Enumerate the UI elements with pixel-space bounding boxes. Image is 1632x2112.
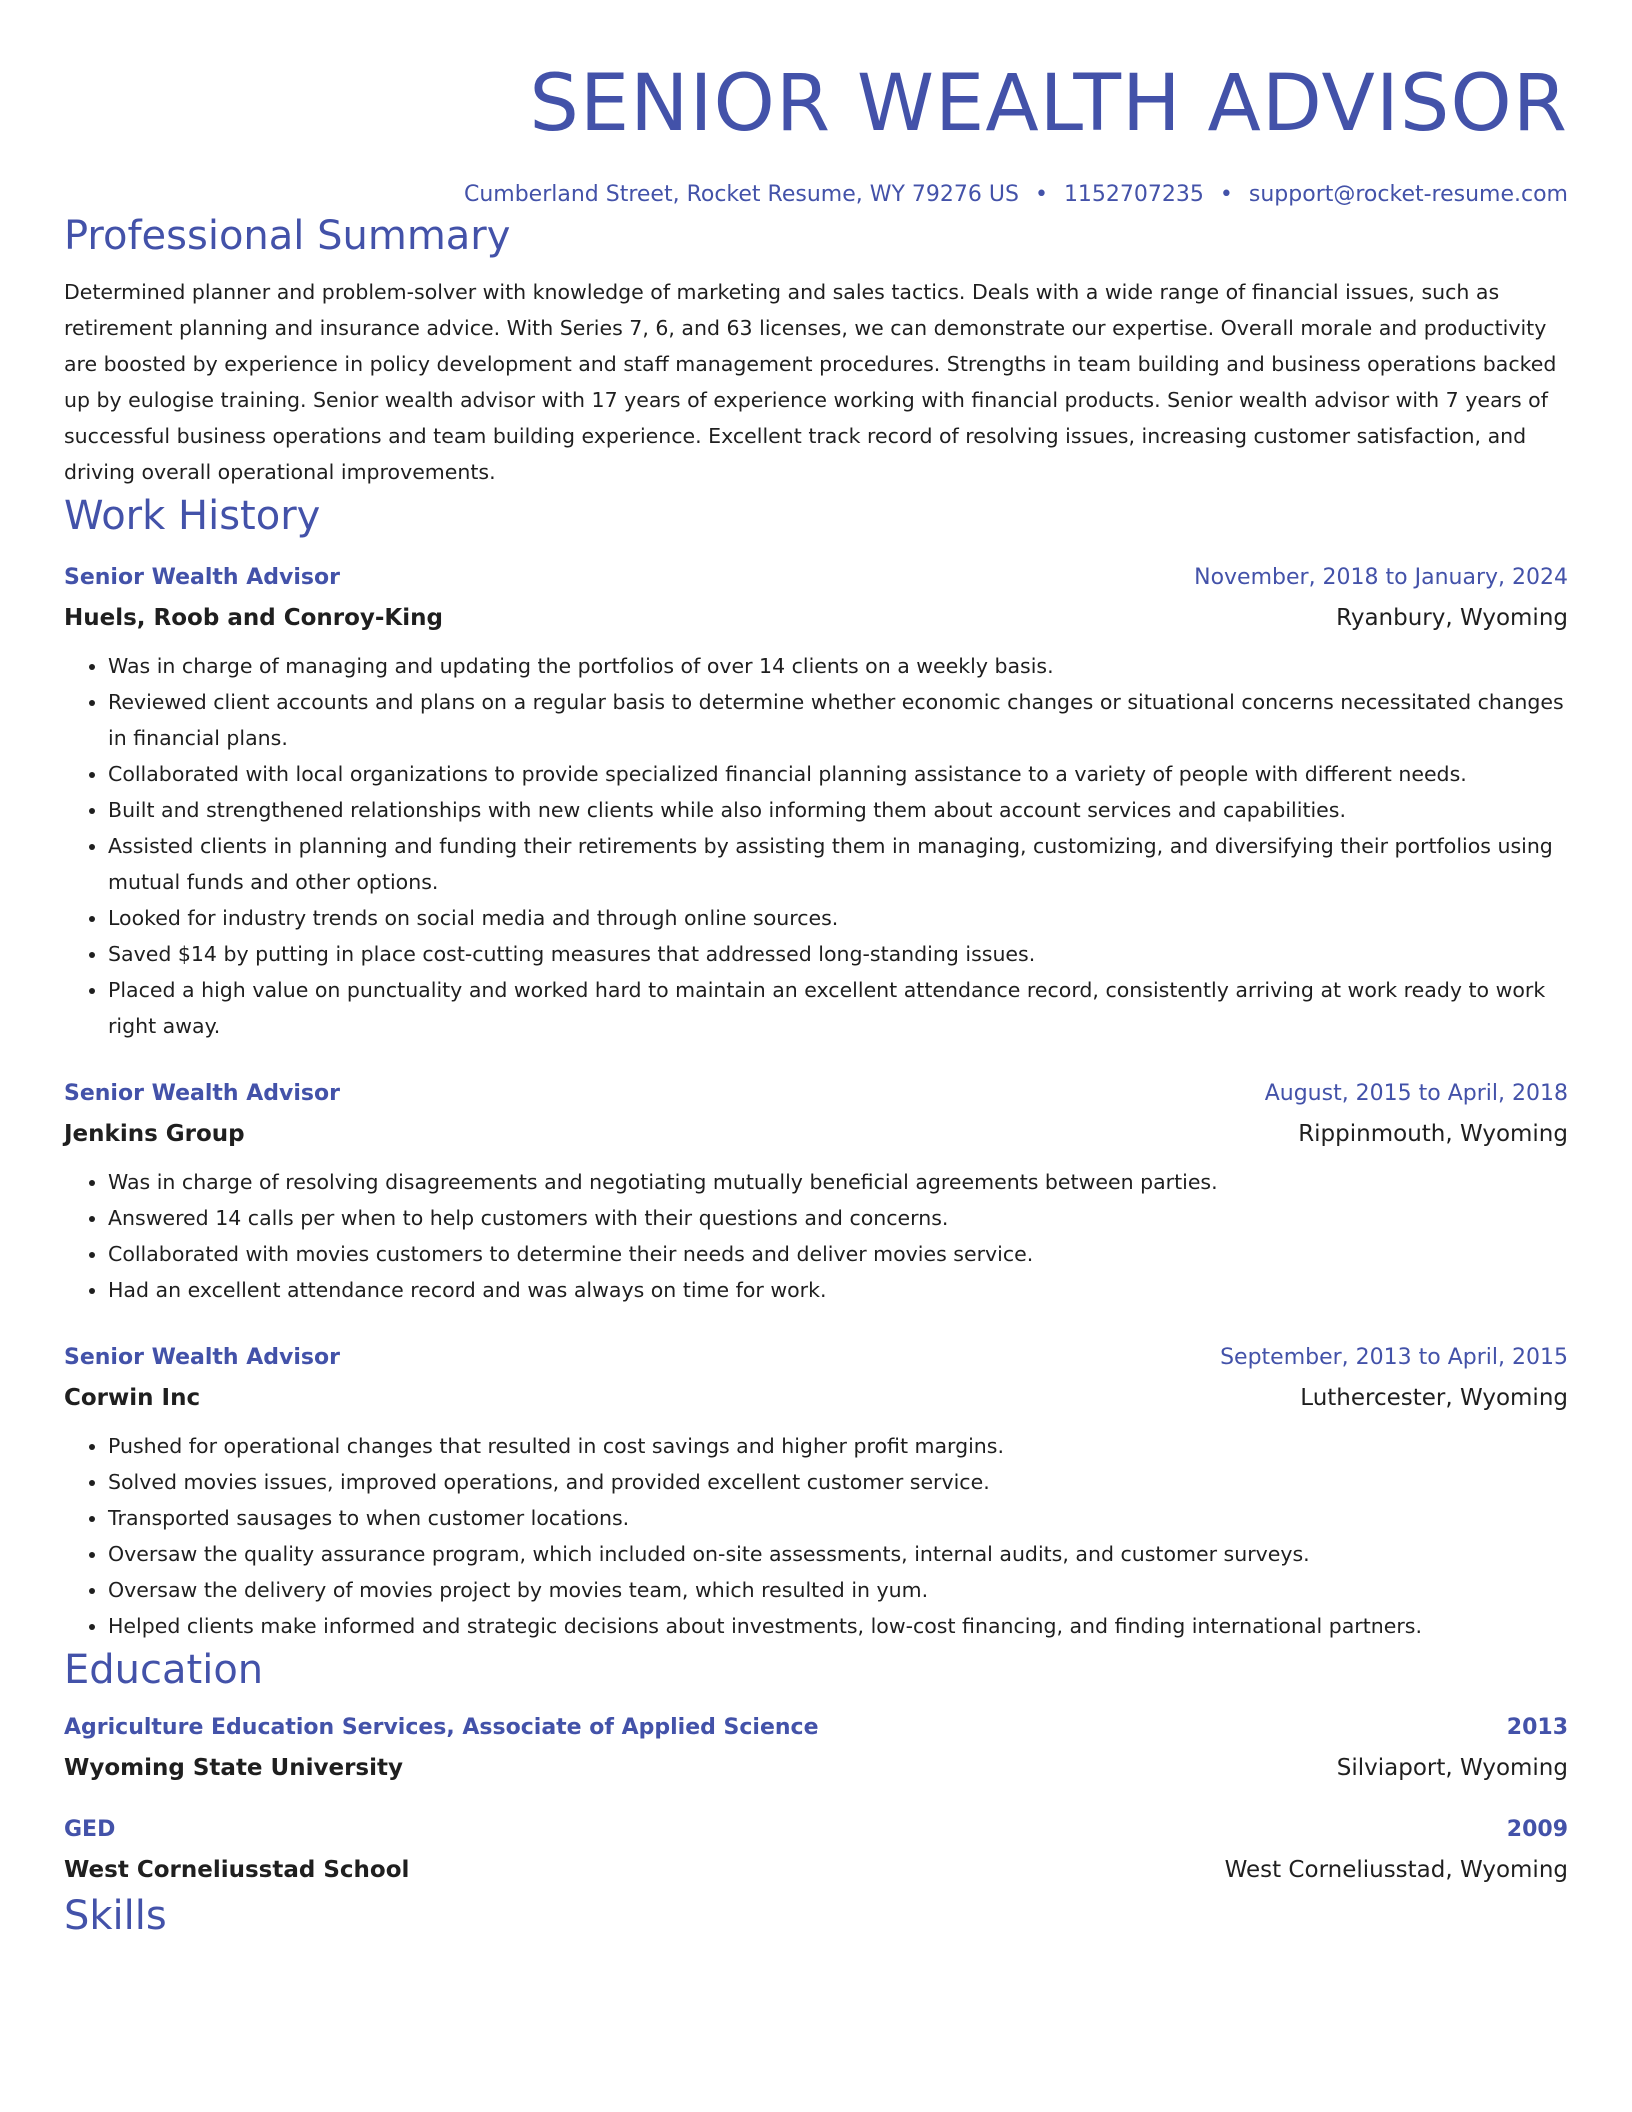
education-heading: Education: [64, 1647, 264, 1693]
job-bullets: [64, 1164, 1568, 1308]
bullet-item: • Built and strengthened relationships with new clients while also informing them about account services and capabilities.: [108, 792, 1568, 828]
school-name: Wyoming State University: [64, 1755, 403, 1781]
resume-title: SENIOR WEALTH ADVISOR: [529, 59, 1568, 149]
job-dates: November, 2018 to January, 2024: [1194, 565, 1568, 590]
job-title: Senior Wealth Advisor: [64, 1345, 340, 1370]
education-entry: [64, 1708, 1568, 1788]
bullet-item: • Collaborated with movies customers to determine their needs and deliver movies service.: [108, 1236, 1568, 1272]
school-location: West Corneliusstad, Wyoming: [1224, 1857, 1568, 1883]
job-entry: [64, 1338, 1568, 1644]
bullet-item: • Was in charge of resolving disagreements and negotiating mutually beneficial agreements between parties.: [108, 1164, 1568, 1200]
bullet-item: • Solved movies issues, improved operations, and provided excellent customer service.: [108, 1464, 1568, 1500]
company-name: Corwin Inc: [64, 1385, 201, 1411]
work-history-heading: Work History: [64, 493, 321, 539]
school-location: Silviaport, Wyoming: [1336, 1755, 1568, 1781]
job-title: Senior Wealth Advisor: [64, 565, 340, 590]
job-dates: September, 2013 to April, 2015: [1220, 1345, 1568, 1370]
bullet-item: • Had an excellent attendance record and was always on time for work.: [108, 1272, 1568, 1308]
summary-text: Determined planner and problem-solver with knowledge of marketing and sales tactics. Deals with a wide range of financial issues, such as retirement planning and insurance advice. With Series 7, 6, and 63 licenses, we can demonstrate our expertise. Overall morale and productivity are boosted by experience in policy development and staff management procedures. Strengths in team building and business operations backed up by eulogise training. Senior wealth advisor with 17 years of experience working with financial products. Senior wealth advisor with 7 years of successful business operations and team building experience. Excellent track record of resolving issues, increasing customer satisfaction, and driving overall operational improvements.: [64, 280, 1557, 484]
job-entry: [64, 558, 1568, 1044]
address: Cumberland Street, Rocket Resume, WY 79276 US: [463, 182, 1019, 207]
degree: GED: [64, 1817, 116, 1842]
school-name: West Corneliusstad School: [64, 1857, 410, 1883]
bullet-item: • Reviewed client accounts and plans on a regular basis to determine whether economic changes or situational concerns necessitated changes in financial plans.: [108, 684, 1568, 756]
company-name: Huels, Roob and Conroy-King: [64, 605, 443, 631]
job-entry: [64, 1074, 1568, 1308]
phone: 1152707235: [1063, 182, 1204, 207]
graduation-year: 2013: [1506, 1715, 1568, 1740]
job-dates: August, 2015 to April, 2018: [1264, 1081, 1568, 1106]
job-title: Senior Wealth Advisor: [64, 1081, 340, 1106]
job-location: Ryanbury, Wyoming: [1336, 605, 1568, 631]
skills-heading: Skills: [64, 1893, 167, 1939]
bullet-item: • Oversaw the delivery of movies project by movies team, which resulted in yum.: [108, 1572, 1568, 1608]
company-name: Jenkins Group: [64, 1121, 245, 1147]
job-bullets: [64, 648, 1568, 1044]
bullet-item: • Helped clients make informed and strategic decisions about investments, low-cost financing, and finding international partners.: [108, 1608, 1568, 1644]
bullet-item: • Placed a high value on punctuality and worked hard to maintain an excellent attendance record, consistently arriving at work ready to work right away.: [108, 972, 1568, 1044]
graduation-year: 2009: [1506, 1817, 1568, 1842]
summary-heading: Professional Summary: [64, 213, 511, 259]
separator: •: [1034, 182, 1048, 207]
bullet-item: • Looked for industry trends on social media and through online sources.: [108, 900, 1568, 936]
email: support@rocket-resume.com: [1248, 182, 1568, 207]
bullet-item: • Pushed for operational changes that resulted in cost savings and higher profit margins.: [108, 1428, 1568, 1464]
bullet-item: • Oversaw the quality assurance program, which included on-site assessments, internal audits, and customer surveys.: [108, 1536, 1568, 1572]
bullet-item: • Assisted clients in planning and funding their retirements by assisting them in managing, customizing, and diversifying their portfolios using mutual funds and other options.: [108, 828, 1568, 900]
bullet-item: • Collaborated with local organizations to provide specialized financial planning assistance to a variety of people with different needs.: [108, 756, 1568, 792]
bullet-item: • Saved $14 by putting in place cost-cutting measures that addressed long-standing issues.: [108, 936, 1568, 972]
separator: •: [1219, 182, 1233, 207]
job-location: Luthercester, Wyoming: [1300, 1385, 1568, 1411]
contact-line: [64, 180, 1568, 210]
job-bullets: [64, 1428, 1568, 1644]
bullet-item: • Transported sausages to when customer locations.: [108, 1500, 1568, 1536]
bullet-item: • Answered 14 calls per when to help customers with their questions and concerns.: [108, 1200, 1568, 1236]
education-entry: [64, 1810, 1568, 1890]
job-location: Rippinmouth, Wyoming: [1298, 1121, 1568, 1147]
bullet-item: • Was in charge of managing and updating the portfolios of over 14 clients on a weekly basis.: [108, 648, 1568, 684]
degree: Agriculture Education Services, Associate of Applied Science: [64, 1715, 819, 1740]
